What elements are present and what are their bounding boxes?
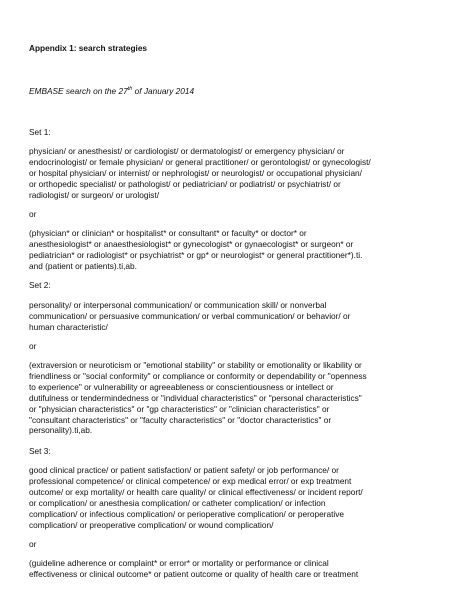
set3-p2-line: effectiveness or clinical outcome* or patient outcome or quality of health care or treatment bbox=[29, 568, 359, 579]
set2-p1-line: human characteristic/ bbox=[29, 321, 108, 332]
set1-p2-line: anesthesiologist* or anaesthesiologist* or gynecologist* or gynaecologist* or surgeon* or bbox=[29, 238, 354, 249]
set3-p1-line: professional competence/ or clinical competence/ or exp medical error/ or exp treatment bbox=[29, 475, 352, 486]
set3-p1-line: good clinical practice/ or patient satisfaction/ or patient safety/ or job performance/ or bbox=[29, 465, 339, 475]
set3-label: Set 3: bbox=[29, 446, 51, 456]
set1-or: or bbox=[29, 209, 37, 219]
set2-label: Set 2: bbox=[29, 280, 51, 290]
set3-p1-line: outcome/ or exp mortality/ or health care quality/ or clinical effectiveness/ or incident report/ bbox=[29, 486, 363, 497]
set2-p2-line: to experience" or vulnerability or agreeableness or conscientiousness or intellect or bbox=[29, 381, 334, 392]
embase-text-sup: th bbox=[127, 86, 133, 93]
set1-p2-line: and (patient or patients).ti,ab. bbox=[29, 260, 137, 271]
embase-search-date bbox=[29, 86, 447, 97]
set2-p2-line: or "physician characteristics" or "gp characteristics" or "clinician characteristics" or bbox=[29, 403, 330, 414]
set2-paragraph-1 bbox=[29, 300, 447, 333]
set2-p1-line: communication/ or persuasive communication/ or verbal communication/ or behavior/ or bbox=[29, 310, 351, 321]
set3-paragraph-1 bbox=[29, 465, 447, 530]
embase-text-post: of January 2014 bbox=[132, 86, 195, 96]
set1-paragraph-1 bbox=[29, 146, 447, 201]
set2-p2-line: dutifulness or tendermindedness or "individual characteristics" or "personal characteristics" bbox=[29, 392, 362, 403]
set1-paragraph-2 bbox=[29, 228, 447, 272]
set1-p1-line: endocrinologist/ or female physician/ or general practitioner/ or gerontologist/ or gynecologist/ bbox=[29, 156, 371, 167]
set3-p1-line: complication/ or infectious complication/ or perioperative complication/ or peroperative bbox=[29, 508, 344, 519]
set2-p2-line: (extraversion or neuroticism or "emotional stability" or stability or emotionality or likability or bbox=[29, 360, 362, 370]
set1-p1-line: or orthopedic specialist/ or pathologist/ or pediatrician/ or podiatrist/ or psychiatrist/ or bbox=[29, 178, 341, 189]
set1-p1-line: or hospital physician/ or internist/ or nephrologist/ or neurologist/ or occupational physician/ bbox=[29, 167, 362, 178]
set3-paragraph-2 bbox=[29, 558, 447, 580]
set1-label: Set 1: bbox=[29, 127, 51, 137]
set1-p2-line: (physician* or clinician* or hospitalist* or consultant* or faculty* or doctor* or bbox=[29, 228, 307, 238]
set2-or: or bbox=[29, 341, 37, 351]
set2-p2-line: "consultant characteristics" or "faculty characteristics" or "doctor characteristics" or bbox=[29, 414, 332, 425]
embase-text-pre: EMBASE search on the 27 bbox=[29, 86, 128, 96]
set1-p1-line: radiologist/ or surgeon/ or urologist/ bbox=[29, 189, 160, 200]
set3-p1-line: or complication/ or anesthesia complication/ or catheter complication/ or infection bbox=[29, 497, 326, 508]
appendix-title: Appendix 1: search strategies bbox=[29, 43, 148, 53]
set2-paragraph-2 bbox=[29, 360, 447, 436]
set3-p1-line: complication/ or preoperative complication/ or wound complication/ bbox=[29, 519, 274, 530]
set2-p1-line: personality/ or interpersonal communication/ or communication skill/ or nonverbal bbox=[29, 300, 327, 310]
set1-p1-line: physician/ or anesthesist/ or cardiologist/ or dermatologist/ or emergency physician/ or bbox=[29, 146, 345, 156]
set2-p2-line: friendliness or "social conformity" or compliance or conformity or dependability or "openness bbox=[29, 370, 367, 381]
set3-or: or bbox=[29, 539, 37, 549]
set2-p2-line: personality).ti,ab. bbox=[29, 425, 93, 436]
set1-p2-line: pediatrician* or radiologist* or psychiatrist* or gp* or neurologist* or general practitioner*).ti. bbox=[29, 249, 363, 260]
set3-p2-line: (guideline adherence or complaint* or error* or mortality or performance or clinical bbox=[29, 558, 329, 568]
